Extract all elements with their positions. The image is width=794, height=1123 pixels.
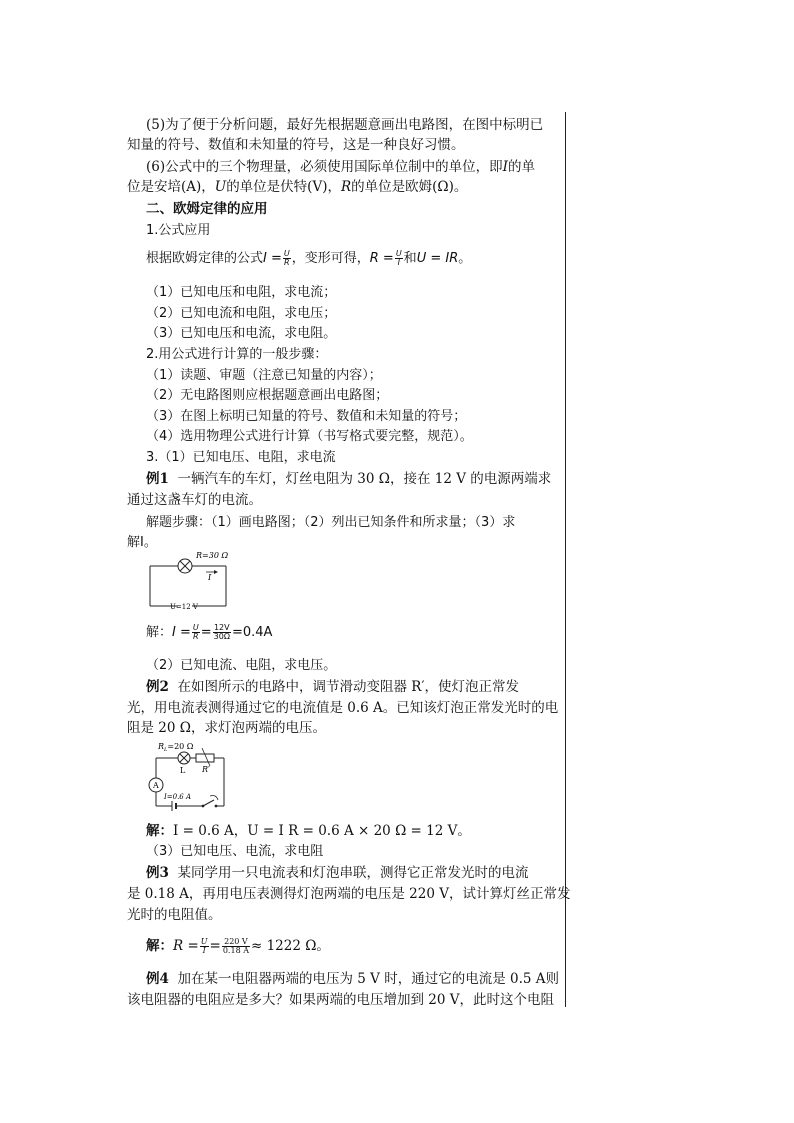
fig1-i-label: I — [208, 573, 212, 582]
example3-line2: 是 0.18 A，再用电压表测得灯泡两端的电压是 220 V，试计算灯丝正常发 — [127, 886, 571, 902]
example3-text: 某同学用一只电流表和灯泡串联，测得它正常发光时的电流 — [177, 865, 529, 881]
frac-num: U — [192, 623, 199, 632]
formula-text-a: 根据欧姆定律的公式 — [146, 251, 264, 266]
rheostat-icon — [196, 748, 214, 766]
rl-subscript: L — [164, 747, 168, 753]
fig1-r-label: R=30 Ω — [196, 551, 229, 560]
solution-label: 解： — [146, 938, 173, 954]
fig2-rl-label — [157, 742, 194, 753]
case3-heading: （3）已知电压、电流，求电阻 — [146, 844, 324, 859]
example3-line3: 光时的电阻值。 — [127, 907, 222, 923]
formula-u-eq: U = IR — [416, 251, 459, 266]
sol-r-eq: R = — [173, 938, 199, 954]
example2-line3: 阻是 20 Ω，求灯泡两端的电压。 — [127, 720, 326, 736]
para6-line2 — [127, 178, 467, 196]
section-heading: 二、欧姆定律的应用 — [146, 201, 268, 217]
battery-icon — [172, 801, 176, 811]
formula-text-b: ，变形可得， — [291, 251, 370, 266]
sub-heading-1: 1.公式应用 — [146, 223, 211, 238]
frac-num: 12V — [213, 623, 230, 632]
frac-den: R — [284, 258, 290, 267]
var-u: U — [214, 179, 227, 195]
sol-eq: = — [200, 625, 212, 640]
para6-text-b: 的单 — [507, 159, 535, 175]
rl-value: =20 Ω — [167, 742, 194, 751]
lamp-icon — [178, 752, 190, 764]
sol-fraction-220v-over-018a — [222, 938, 250, 955]
para6-text-d: 的单位是伏特(V)， — [226, 179, 341, 195]
example2-solution-text: I = 0.6 A，U = I R = 0.6 A × 20 Ω = 12 V。 — [173, 823, 471, 839]
ammeter-icon — [149, 778, 163, 792]
var-r: R — [340, 179, 352, 195]
case-item: （3）已知电压和电流，求电阻。 — [146, 326, 337, 341]
fig2-rprime-label: R′ — [202, 765, 210, 774]
step-item: （1）读题、审题（注意已知量的内容）； — [146, 368, 382, 383]
para6-line1 — [146, 158, 535, 176]
lamp-icon — [178, 559, 192, 573]
para5-line2: 知量的符号、数值和未知量的符号，这是一种良好习惯。 — [127, 137, 465, 153]
var-i: I — [502, 159, 508, 175]
para6-text-c: 位是安培(A)， — [127, 179, 215, 195]
frac-den: I — [397, 258, 400, 267]
solution-label: 解： — [146, 625, 173, 640]
formula-fraction-u-over-r — [283, 250, 291, 267]
frac-num: 220 V — [222, 938, 250, 947]
arrowhead-icon — [214, 570, 218, 574]
para5-line1: (5)为了便于分析问题，最好先根据题意画出电路图，在图中标明已 — [146, 117, 544, 133]
frac-den: R — [193, 632, 199, 641]
example-label: 例4 — [146, 971, 169, 987]
frac-den: 30Ω — [213, 632, 230, 641]
formula-text-d: 。 — [458, 251, 472, 266]
step-item: （2）无电路图则应根据题意画出电路图； — [146, 388, 389, 403]
example3-solution — [146, 937, 330, 955]
example1-line1 — [146, 470, 551, 488]
sub-heading-2: 2.用公式进行计算的一般步骤： — [146, 347, 328, 362]
circuit-diagram-1 — [146, 548, 230, 614]
example2-solution — [146, 822, 471, 840]
example1-line2: 通过这盏车灯的电流。 — [127, 492, 262, 508]
sol-fraction-u-over-r — [192, 624, 200, 641]
solution-label: 解： — [146, 823, 173, 839]
switch-icon — [202, 796, 218, 808]
sol-result: =0.4A — [231, 625, 273, 640]
fig1-u-label: U=12 V — [170, 603, 198, 611]
para6-text-a: (6)公式中的三个物理量，必须使用国际单位制中的单位，即 — [146, 159, 503, 175]
right-margin-rule — [565, 112, 566, 1007]
step-item: （3）在图上标明已知量的符号、数值和未知量的符号； — [146, 409, 467, 424]
example1-text: 一辆汽车的车灯，灯丝电阻为 30 Ω，接在 12 V 的电源两端求 — [177, 471, 552, 487]
example4-line1 — [146, 970, 559, 988]
sol-fraction-u-over-i — [200, 938, 209, 955]
sol-fraction-12v-over-30ohm — [213, 624, 231, 641]
formula-r-eq: R = — [369, 251, 394, 266]
formula-line — [146, 250, 471, 268]
fig2-l-label: L — [180, 766, 186, 775]
example3-line1 — [146, 864, 529, 882]
example2-text: 在如图所示的电路中，调节滑动变阻器 R′，使灯泡正常发 — [177, 679, 520, 695]
circuit-diagram-2 — [146, 738, 230, 814]
formula-text-c: 和 — [403, 251, 417, 266]
frac-den: 0.18 A — [222, 946, 249, 955]
example2-line2: 光，用电流表测得通过它的电流值是 0.6 A。已知该灯泡正常发光时的电 — [127, 700, 559, 716]
formula-i-eq: I = — [263, 251, 282, 266]
frac-num: U — [395, 249, 402, 258]
step-item: （4）选用物理公式进行计算（书写格式要完整，规范）。 — [146, 429, 473, 444]
fig2-a-label: A — [153, 781, 159, 790]
frac-num: U — [200, 937, 208, 946]
example4-text: 加在某一电阻器两端的电压为 5 V 时，通过它的电流是 0.5 A则 — [177, 971, 560, 987]
example2-line1 — [146, 678, 519, 696]
para6-text-e: 的单位是欧姆(Ω)。 — [351, 179, 468, 195]
example1-solution — [146, 624, 272, 642]
example1-steps-line2: 解I。 — [127, 535, 157, 550]
example1-steps-line1: 解题步骤：（1）画电路图；（2）列出已知条件和所求量；（3）求 — [146, 515, 516, 530]
sol-eq: = — [209, 938, 221, 954]
case-item: （1）已知电压和电阻，求电流； — [146, 285, 337, 300]
example-label: 例2 — [146, 679, 169, 695]
sol-result: ≈ 1222 Ω。 — [250, 938, 330, 954]
fig2-i-label: I=0.6 A — [164, 793, 192, 801]
example4-line2: 该电阻器的电阻应是多大？如果两端的电压增加到 20 V，此时这个电阻 — [127, 992, 555, 1008]
sol-i-eq: I = — [172, 625, 191, 640]
rl-symbol: R — [158, 742, 165, 751]
case2-heading: （2）已知电流、电阻，求电压。 — [146, 658, 337, 673]
example-label: 例3 — [146, 865, 169, 881]
case-item: （2）已知电流和电阻，求电压； — [146, 306, 337, 321]
frac-den: I — [202, 946, 206, 955]
example-label: 例1 — [146, 471, 169, 487]
frac-num: U — [283, 249, 290, 258]
sub-heading-3: 3.（1）已知电压、电阻，求电流 — [146, 450, 336, 465]
formula-fraction-u-over-i — [395, 250, 403, 267]
